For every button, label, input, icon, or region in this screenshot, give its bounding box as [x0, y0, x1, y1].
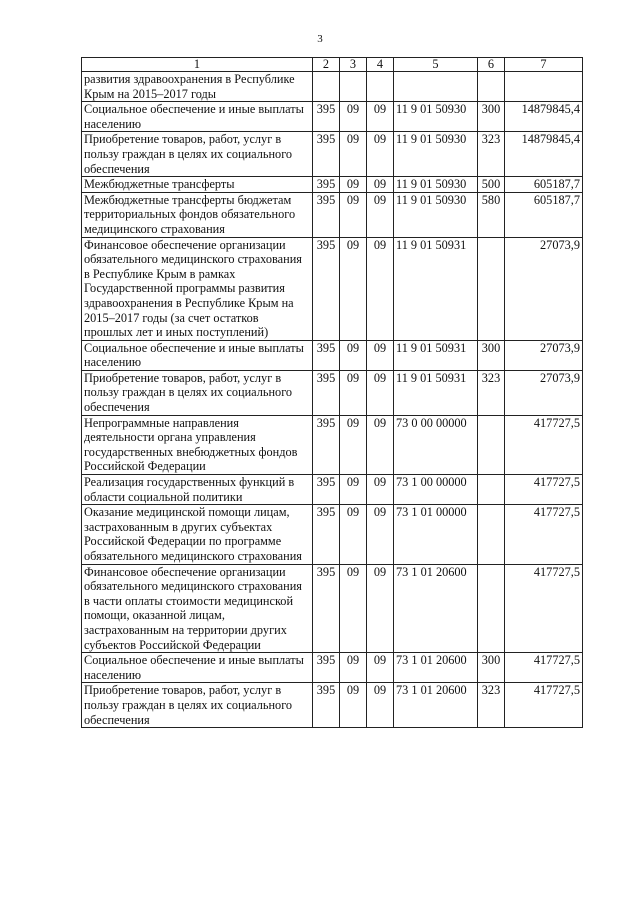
table-row: [82, 564, 583, 653]
subsection-code: 09: [367, 653, 394, 683]
subsection-code: 09: [367, 192, 394, 237]
budget-table: [81, 57, 583, 728]
subsection-code: 09: [367, 177, 394, 193]
page-number: 3: [317, 33, 323, 45]
expense-type-code: [478, 475, 505, 505]
amount: 14879845,4: [505, 102, 583, 132]
expense-type-code: 323: [478, 132, 505, 177]
section-code: 09: [340, 237, 367, 340]
section-code: 09: [340, 564, 367, 653]
table-body: [82, 72, 583, 728]
row-description: Социальное обеспечение и иные выплаты населению: [82, 653, 313, 683]
ministry-code: 395: [313, 192, 340, 237]
ministry-code: 395: [313, 653, 340, 683]
header-cell: 1: [82, 58, 313, 72]
amount: 417727,5: [505, 653, 583, 683]
ministry-code: 395: [313, 370, 340, 415]
header-cell: 5: [394, 58, 478, 72]
section-code: 09: [340, 505, 367, 564]
row-description: развития здравоохранения в Республике Крым на 2015–2017 годы: [82, 72, 313, 102]
table-row: [82, 177, 583, 193]
subsection-code: [367, 72, 394, 102]
table-row: [82, 415, 583, 474]
subsection-code: 09: [367, 370, 394, 415]
amount: 605187,7: [505, 192, 583, 237]
section-code: 09: [340, 192, 367, 237]
ministry-code: 395: [313, 132, 340, 177]
ministry-code: 395: [313, 340, 340, 370]
table-row: [82, 653, 583, 683]
table-row: [82, 102, 583, 132]
target-article-code: 73 1 01 00000: [394, 505, 478, 564]
expense-type-code: [478, 415, 505, 474]
expense-type-code: [478, 72, 505, 102]
row-description: Межбюджетные трансферты: [82, 177, 313, 193]
subsection-code: 09: [367, 564, 394, 653]
subsection-code: 09: [367, 475, 394, 505]
row-description: Приобретение товаров, работ, услуг в пользу граждан в целях их социального обеспечения: [82, 132, 313, 177]
table-row: [82, 237, 583, 340]
ministry-code: 395: [313, 475, 340, 505]
section-code: 09: [340, 653, 367, 683]
section-code: 09: [340, 683, 367, 728]
amount: 27073,9: [505, 370, 583, 415]
target-article-code: [394, 72, 478, 102]
row-description: Межбюджетные трансферты бюджетам территориальных фондов обязательного медицинского страхования: [82, 192, 313, 237]
amount: [505, 72, 583, 102]
expense-type-code: [478, 237, 505, 340]
row-description: Социальное обеспечение и иные выплаты населению: [82, 340, 313, 370]
row-description: Финансовое обеспечение организации обязательного медицинского страхования в Республике Крым в рамках Государственной программы развития здравоохранения в Республике Крым на 2015–2017 годы (за счет остатков прошлых лет и иных поступлений): [82, 237, 313, 340]
amount: 417727,5: [505, 475, 583, 505]
section-code: 09: [340, 415, 367, 474]
amount: 417727,5: [505, 415, 583, 474]
expense-type-code: 580: [478, 192, 505, 237]
target-article-code: 11 9 01 50930: [394, 132, 478, 177]
row-description: Приобретение товаров, работ, услуг в пользу граждан в целях их социального обеспечения: [82, 370, 313, 415]
header-cell: 4: [367, 58, 394, 72]
table-row: [82, 370, 583, 415]
target-article-code: 11 9 01 50931: [394, 340, 478, 370]
header-cell: 2: [313, 58, 340, 72]
table-row: [82, 505, 583, 564]
amount: 417727,5: [505, 505, 583, 564]
expense-type-code: 300: [478, 653, 505, 683]
amount: 417727,5: [505, 564, 583, 653]
section-code: 09: [340, 475, 367, 505]
target-article-code: 73 0 00 00000: [394, 415, 478, 474]
subsection-code: 09: [367, 102, 394, 132]
subsection-code: 09: [367, 415, 394, 474]
row-description: Непрограммные направления деятельности органа управления государственных внебюджетных фондов Российской Федерации: [82, 415, 313, 474]
expense-type-code: [478, 564, 505, 653]
subsection-code: 09: [367, 340, 394, 370]
section-code: 09: [340, 370, 367, 415]
ministry-code: 395: [313, 564, 340, 653]
row-description: Оказание медицинской помощи лицам, застрахованным в других субъектах Российской Федерации по программе обязательного медицинского страхования: [82, 505, 313, 564]
table-row: [82, 192, 583, 237]
expense-type-code: 300: [478, 340, 505, 370]
table-row: [82, 475, 583, 505]
amount: 605187,7: [505, 177, 583, 193]
section-code: 09: [340, 132, 367, 177]
ministry-code: 395: [313, 505, 340, 564]
target-article-code: 73 1 01 20600: [394, 564, 478, 653]
ministry-code: [313, 72, 340, 102]
subsection-code: 09: [367, 505, 394, 564]
expense-type-code: 300: [478, 102, 505, 132]
header-cell: 3: [340, 58, 367, 72]
section-code: 09: [340, 177, 367, 193]
table-row: [82, 683, 583, 728]
target-article-code: 11 9 01 50931: [394, 370, 478, 415]
target-article-code: 73 1 01 20600: [394, 683, 478, 728]
expense-type-code: [478, 505, 505, 564]
target-article-code: 11 9 01 50930: [394, 177, 478, 193]
header-cell: 6: [478, 58, 505, 72]
target-article-code: 11 9 01 50931: [394, 237, 478, 340]
expense-type-code: 323: [478, 370, 505, 415]
row-description: Социальное обеспечение и иные выплаты населению: [82, 102, 313, 132]
subsection-code: 09: [367, 132, 394, 177]
amount: 27073,9: [505, 340, 583, 370]
header-row: [82, 58, 583, 72]
amount: 14879845,4: [505, 132, 583, 177]
section-code: [340, 72, 367, 102]
expense-type-code: 323: [478, 683, 505, 728]
amount: 417727,5: [505, 683, 583, 728]
row-description: Финансовое обеспечение организации обязательного медицинского страхования в части оплаты стоимости медицинской помощи, оказанной лицам, застрахованным на территории других субъектов Российской Федерации: [82, 564, 313, 653]
ministry-code: 395: [313, 415, 340, 474]
row-description: Приобретение товаров, работ, услуг в пользу граждан в целях их социального обеспечения: [82, 683, 313, 728]
target-article-code: 73 1 01 20600: [394, 653, 478, 683]
expense-type-code: 500: [478, 177, 505, 193]
ministry-code: 395: [313, 237, 340, 340]
table-row: [82, 72, 583, 102]
table-row: [82, 340, 583, 370]
section-code: 09: [340, 102, 367, 132]
subsection-code: 09: [367, 683, 394, 728]
row-description: Реализация государственных функций в области социальной политики: [82, 475, 313, 505]
ministry-code: 395: [313, 177, 340, 193]
target-article-code: 11 9 01 50930: [394, 102, 478, 132]
amount: 27073,9: [505, 237, 583, 340]
ministry-code: 395: [313, 102, 340, 132]
ministry-code: 395: [313, 683, 340, 728]
subsection-code: 09: [367, 237, 394, 340]
target-article-code: 73 1 00 00000: [394, 475, 478, 505]
table-row: [82, 132, 583, 177]
target-article-code: 11 9 01 50930: [394, 192, 478, 237]
header-cell: 7: [505, 58, 583, 72]
section-code: 09: [340, 340, 367, 370]
